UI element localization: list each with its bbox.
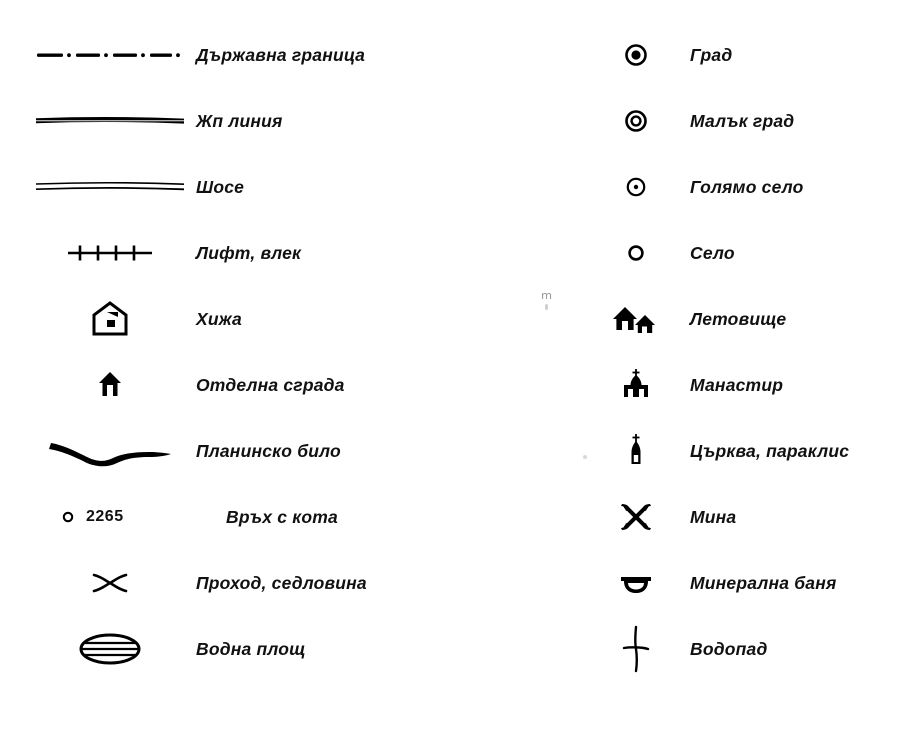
legend-item-lift-tow	[30, 220, 450, 286]
legend-item-city	[600, 22, 900, 88]
railway-line-icon	[30, 88, 190, 154]
legend-item-mine	[600, 484, 900, 550]
legend-label: Мина	[690, 506, 737, 527]
legend-label: Отделна сграда	[196, 374, 345, 395]
peak-elevation-value: 2265	[86, 508, 124, 525]
legend-label: Манастир	[690, 374, 784, 395]
monastery-marker-icon	[600, 352, 672, 418]
legend-item-village	[600, 220, 900, 286]
legend-label: Водопад	[690, 638, 768, 659]
legend-label: Летовище	[690, 308, 787, 329]
lift-tow-line-icon	[30, 220, 190, 286]
legend-label: Връх с кота	[226, 506, 338, 527]
peak-with-elevation-icon	[30, 484, 220, 550]
resort-marker-icon	[600, 286, 672, 352]
scan-artifact-dot	[545, 304, 548, 310]
legend-label: Шосе	[196, 176, 245, 197]
legend-label: Планинско било	[196, 440, 341, 461]
legend-item-railway	[30, 88, 450, 154]
legend-label: Село	[690, 242, 735, 263]
legend-item-mountain-hut	[30, 286, 450, 352]
legend-item-monastery	[600, 352, 900, 418]
legend-label: Водна площ	[196, 638, 306, 659]
church-chapel-marker-icon	[600, 418, 672, 484]
legend-item-waterfall	[600, 616, 900, 682]
legend-item-water-body	[30, 616, 450, 682]
city-marker-icon	[600, 22, 672, 88]
legend-item-highway	[30, 154, 450, 220]
scan-artifact-speck	[583, 455, 587, 459]
legend-item-peak-elevation	[30, 484, 450, 550]
mountain-pass-icon	[30, 550, 190, 616]
legend-right-column	[600, 22, 900, 682]
legend-label: Хижа	[196, 308, 242, 329]
legend-item-state-border	[30, 22, 450, 88]
legend-item-mountain-pass	[30, 550, 450, 616]
legend-item-isolated-building	[30, 352, 450, 418]
legend-label: Лифт, влек	[196, 242, 302, 263]
highway-line-icon	[30, 154, 190, 220]
mine-marker-icon	[600, 484, 672, 550]
legend-item-small-town	[600, 88, 900, 154]
legend-label: Град	[690, 44, 733, 65]
legend-left-column	[30, 22, 450, 682]
legend-label: Проход, седловина	[196, 572, 367, 593]
scan-artifact: ՠ	[541, 288, 553, 302]
small-town-marker-icon	[600, 88, 672, 154]
legend-item-mountain-ridge	[30, 418, 450, 484]
mountain-hut-icon	[30, 286, 190, 352]
isolated-building-icon	[30, 352, 190, 418]
legend-item-resort	[600, 286, 900, 352]
legend-item-large-village	[600, 154, 900, 220]
large-village-marker-icon	[600, 154, 672, 220]
legend-item-mineral-bath	[600, 550, 900, 616]
legend-label: Държавна граница	[196, 44, 366, 65]
village-marker-icon	[600, 220, 672, 286]
legend-label: Църква, параклис	[690, 440, 850, 461]
state-border-line-icon	[30, 22, 190, 88]
mountain-ridge-icon	[30, 418, 190, 484]
legend-label: Жп линия	[196, 110, 283, 131]
mineral-bath-marker-icon	[600, 550, 672, 616]
legend-item-church-chapel	[600, 418, 900, 484]
waterfall-marker-icon	[600, 616, 672, 682]
legend-label: Малък град	[690, 110, 795, 131]
legend-label: Голямо село	[690, 176, 804, 197]
legend-label: Минерална баня	[690, 572, 837, 593]
water-body-icon	[30, 616, 190, 682]
